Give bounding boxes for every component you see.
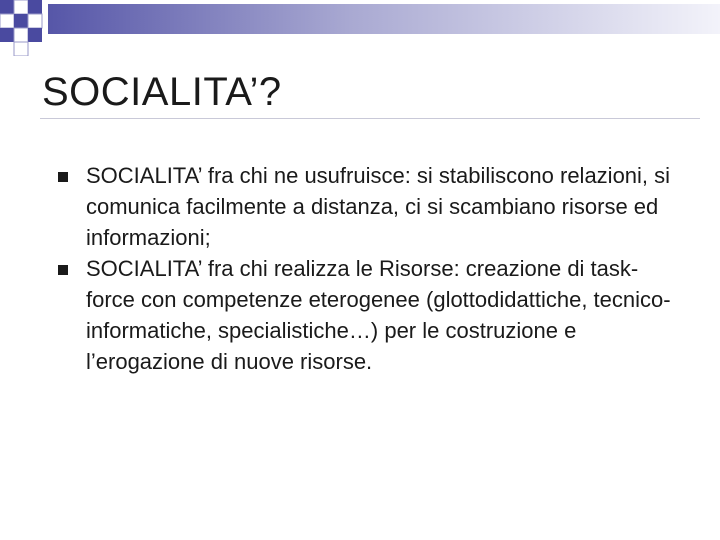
bullet-text: SOCIALITA’ fra chi ne usufruisce: si stabiliscono relazioni, si comunica facilmente a distanza, ci si scambiano risorse ed informazioni; (86, 163, 671, 250)
bullet-item (44, 160, 684, 253)
header-decoration (0, 0, 720, 56)
bullet-text: SOCIALITA’ fra chi realizza le Risorse: creazione di task-force con competenze eterogenee (glottodidattiche, tecnico-informatiche, specialistiche…) per le costruzione e l’erogazione di nuove risorse. (86, 256, 671, 374)
square-bullet-icon (58, 172, 68, 182)
square-bullet-icon (58, 265, 68, 275)
title-divider (40, 118, 700, 119)
slide-title: SOCIALITA’? (42, 70, 282, 114)
bullet-list (44, 160, 684, 377)
bullet-item (44, 253, 684, 377)
